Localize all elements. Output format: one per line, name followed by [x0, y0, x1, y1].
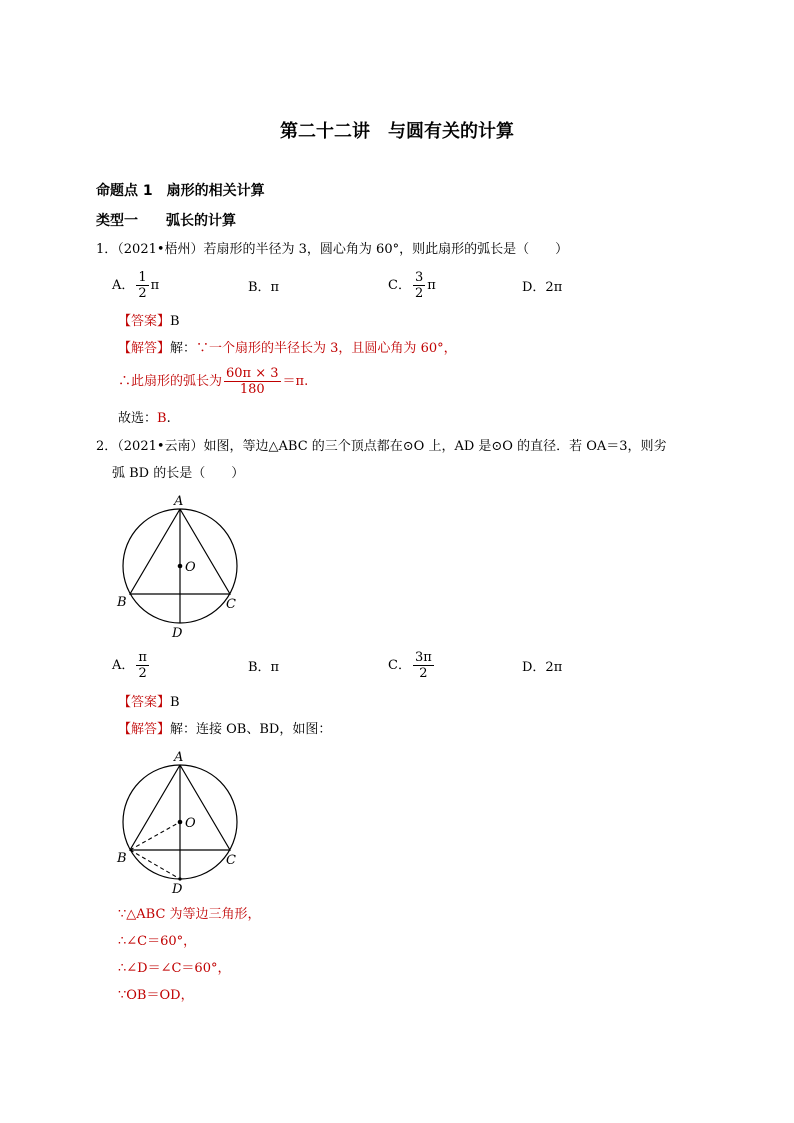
conclusion-text: 故选：: [118, 411, 158, 426]
label-o: O: [185, 560, 196, 575]
section-heading: 命题点 1 扇形的相关计算: [96, 183, 265, 199]
option-label: C．: [388, 658, 411, 673]
label-d: D: [172, 626, 183, 641]
q2-stem-line1: 2．（2021•云南）如图，等边△ABC 的三个顶点都在⊙O 上，AD 是⊙O 的直径．若 OA＝3，则劣: [96, 439, 667, 454]
numerator: 60π × 3: [226, 366, 279, 381]
answer-tag: 【答案】: [118, 695, 171, 710]
numerator: 3π: [414, 650, 432, 665]
q2-step-4: ∵OB＝OD，: [118, 988, 194, 1003]
label-o: O: [185, 816, 196, 831]
solution-intro: 解：连接 OB、BD，如图：: [170, 722, 332, 737]
answer-value: B: [170, 695, 180, 710]
label-d: D: [172, 882, 183, 897]
option-label: A．: [112, 658, 135, 673]
q2-stem-line2: 弧 BD 的长是（ ）: [112, 466, 245, 481]
q2-step-3: ∴∠D＝∠C＝60°，: [118, 961, 231, 976]
conclusion-text: .: [166, 411, 171, 426]
solution-text: ∴此扇形的弧长为: [118, 374, 223, 389]
q2-figure: [110, 492, 255, 642]
label-b: B: [117, 595, 127, 610]
q1-option-d: D．2π: [522, 280, 563, 295]
type-heading: 类型一 弧长的计算: [96, 213, 236, 229]
solution-intro: 解：: [170, 341, 197, 356]
segment-bd: [130, 850, 180, 879]
label-a: A: [174, 494, 184, 509]
numerator: π: [138, 650, 147, 665]
q2-solution-figure: [110, 748, 255, 898]
pi-symbol: π: [150, 278, 160, 293]
solution-text: ＝π.: [282, 374, 309, 389]
point-d: [178, 877, 181, 880]
q2-option-c: [388, 650, 436, 681]
q2-step-2: ∴∠C＝60°，: [118, 934, 197, 949]
denominator: 2: [138, 286, 147, 301]
q1-solution-line1: [118, 340, 457, 358]
q2-step-1: ∵△ABC 为等边三角形，: [118, 907, 261, 922]
q1-solution-line2: [118, 366, 308, 397]
center-point: [178, 820, 183, 825]
pi-symbol: π: [427, 278, 436, 293]
q1-option-b: B．π: [248, 280, 280, 295]
fraction: [413, 650, 434, 681]
label-b: B: [117, 851, 127, 866]
page-title: 第二十二讲 与圆有关的计算: [280, 121, 514, 142]
q2-answer: [118, 694, 180, 712]
denominator: 2: [414, 286, 424, 301]
q1-option-c: [388, 270, 436, 301]
solution-tag: 【解答】: [118, 341, 171, 356]
solution-text: ∵一个扇形的半径长为 3，且圆心角为 60°，: [196, 341, 457, 356]
numerator: 1: [138, 270, 147, 285]
option-label: C．: [388, 278, 411, 293]
label-c: C: [226, 597, 236, 612]
q2-option-a: [112, 650, 151, 681]
q1-option-a: [112, 270, 159, 301]
solution-tag: 【解答】: [118, 722, 171, 737]
fraction: [136, 650, 149, 681]
fraction: [224, 366, 281, 397]
label-a: A: [174, 750, 184, 765]
center-point: [178, 564, 183, 569]
q2-option-b: B．π: [248, 660, 280, 675]
answer-tag: 【答案】: [118, 314, 171, 329]
option-label: A．: [112, 278, 135, 293]
denominator: 2: [419, 666, 428, 681]
answer-value: B: [170, 314, 180, 329]
label-c: C: [226, 853, 236, 868]
q1-conclusion: [118, 410, 171, 428]
q1-answer: [118, 313, 180, 331]
q2-option-d: D．2π: [522, 660, 563, 675]
denominator: 2: [138, 666, 147, 681]
fraction: [413, 270, 425, 301]
q1-stem: 1．（2021•梧州）若扇形的半径为 3，圆心角为 60°，则此扇形的弧长是（ ）: [96, 242, 569, 257]
q2-solution-intro: [118, 721, 331, 739]
denominator: 180: [239, 382, 265, 397]
numerator: 3: [414, 270, 424, 285]
fraction: [136, 270, 148, 301]
conclusion-answer: B: [157, 411, 167, 426]
segment-ob: [130, 822, 180, 850]
